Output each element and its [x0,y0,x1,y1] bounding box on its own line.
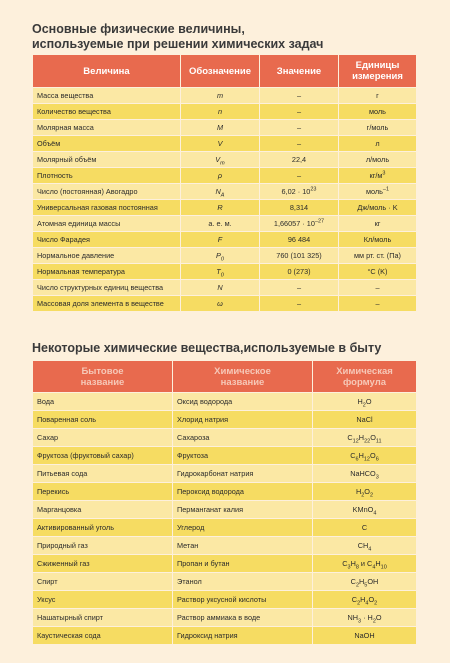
formula-part: H [360,594,366,604]
formula-subscript: 2 [372,617,376,624]
chemical-formula [313,627,416,644]
quantity-name: Атомная единица массы [33,216,180,231]
chemical-formula [313,447,416,464]
common-name: Питьевая сода [33,465,172,482]
table2-body [33,393,416,644]
symbol-text: ρ [217,170,223,180]
formula-part: NaCl [356,414,373,424]
formula-subscript: 4 [373,509,377,516]
chemical-formula [313,393,416,410]
quantity-unit [339,120,416,135]
common-name: Природный газ [33,537,172,554]
value-text: 6,02 · 10 [281,186,311,196]
formula-subscript: 11 [375,437,382,444]
value-text: – [296,90,302,100]
value-text: – [296,298,302,308]
table2-title: Некоторые химические вещества,используемые в быту [32,341,382,355]
value-text: – [296,138,302,148]
formula-part: NaHCO [350,468,376,478]
table-row [33,411,416,428]
quantity-value [260,200,338,215]
unit-text: моль [365,186,383,196]
symbol-text: V [215,154,221,164]
header-chem-line2: название [220,376,265,388]
table-row [33,200,416,215]
unit-text: л/моль [365,154,390,164]
quantity-name: Молярная масса [33,120,180,135]
table-row [33,168,416,183]
table1-title-line2: используемые при решении химических задач [32,37,324,51]
header-formula-line2: формула [342,376,387,388]
quantity-value [260,136,338,151]
formula-part: H [357,396,363,406]
table-row [33,519,416,536]
formula-part: H [358,450,364,460]
quantity-name: Число (постоянная) Авогадро [33,184,180,199]
quantity-unit [339,232,416,247]
common-name: Спирт [33,573,172,590]
chemical-name: Сахароза [173,429,312,446]
quantity-name: Число Фарадея [33,232,180,247]
quantity-name: Число структурных единиц вещества [33,280,180,295]
formula-part: H [359,576,365,586]
common-name: Фруктоза (фруктовый сахар) [33,447,172,464]
formula-subscript: 6 [355,455,359,462]
formula-part: O [368,594,375,604]
quantity-symbol [181,264,259,279]
formula-subscript: 8 [355,563,359,570]
table1-body [33,88,416,311]
quantity-unit [339,280,416,295]
formula-part: CH [357,540,369,550]
quantity-symbol [181,296,259,311]
common-name: Поваренная соль [33,411,172,428]
quantity-name: Масса вещества [33,88,180,103]
value-text: 1,66057 · 10 [273,218,315,228]
chemical-formula [313,591,416,608]
formula-part: C [350,576,356,586]
formula-part: и C [358,558,373,568]
value-text: – [296,170,302,180]
symbol-text: T [216,266,221,276]
header-common-line1: Бытовое [81,365,124,377]
header-common-name [33,361,172,392]
symbol-subscript: 0 [220,255,224,262]
formula-part: O [364,486,370,496]
formula-subscript: 10 [380,563,387,570]
common-name: Активированный уголь [33,519,172,536]
symbol-text: ω [217,298,223,308]
quantity-name: Универсальная газовая постоянная [33,200,180,215]
chemical-name: Оксид водорода [173,393,312,410]
table-row [33,184,416,199]
symbol-text: V [217,138,223,148]
table-row [33,120,416,135]
quantity-value [260,296,338,311]
symbol-text: N [215,186,221,196]
unit-text: г/моль [366,122,389,132]
formula-part: H [350,558,356,568]
quantity-value [260,120,338,135]
quantity-value [260,168,338,183]
quantity-value [260,232,338,247]
chemical-formula [313,483,416,500]
quantity-unit [339,184,416,199]
formula-subscript: 2 [355,581,360,588]
formula-subscript: 2 [357,599,361,606]
chemical-formula [313,555,416,572]
table2-header-row [33,361,416,392]
quantity-symbol [181,248,259,263]
header-symbol: Обозначение [181,55,259,87]
chemical-formula [313,537,416,554]
quantity-name: Нормальное давление [33,248,180,263]
header-units [339,55,416,87]
formula-part: C [342,558,348,568]
quantity-unit [339,264,416,279]
unit-text: г [376,90,379,100]
formula-part: NaOH [354,630,375,640]
formula-part: C [361,522,368,532]
formula-subscript: 4 [372,563,376,570]
symbol-text: m [216,90,224,100]
formula-part: H [358,432,365,442]
table-row [33,501,416,518]
table-row [33,609,416,626]
table-row [33,429,416,446]
unit-text: °С (K) [367,266,388,276]
chemical-name: Этанол [173,573,312,590]
table1-title-line1: Основные физические величины, [32,22,245,36]
formula-subscript: 6 [375,455,379,462]
quantity-symbol [181,88,259,103]
chemical-formula [313,411,416,428]
formula-subscript: 3 [347,563,351,570]
formula-part: C [347,432,353,442]
formula-subscript: 2 [374,599,378,606]
symbol-text: N [217,282,223,292]
table-row [33,296,416,311]
quantity-symbol [181,200,259,215]
quantity-unit [339,296,416,311]
quantity-value [260,280,338,295]
chemical-name: Перманганат калия [173,501,312,518]
quantity-value [260,88,338,103]
formula-part: H [375,558,381,568]
quantity-symbol [181,280,259,295]
common-name: Марганцовка [33,501,172,518]
formula-part: O [365,396,372,406]
chemical-name: Фруктоза [173,447,312,464]
quantity-name: Нормальная температура [33,264,180,279]
formula-part: H [355,486,362,496]
formula-part: O [370,432,376,442]
chemical-formula [313,429,416,446]
common-name: Сахар [33,429,172,446]
value-text: 96 484 [287,234,311,244]
chemical-name: Гидроксид натрия [173,627,312,644]
common-name: Каустическая сода [33,627,172,644]
table-row [33,537,416,554]
table-row [33,483,416,500]
table-row [33,555,416,572]
quantity-unit [339,104,416,119]
quantity-symbol [181,184,259,199]
quantity-unit [339,216,416,231]
unit-text: кг [374,218,381,228]
quantity-symbol [181,152,259,167]
quantity-symbol [181,104,259,119]
quantity-name: Количество вещества [33,104,180,119]
formula-subscript: 5 [364,581,368,588]
quantity-name: Молярный объём [33,152,180,167]
chemical-formula [313,519,416,536]
table-row [33,152,416,167]
quantity-value [260,104,338,119]
table-row [33,280,416,295]
symbol-text: F [217,234,223,244]
unit-exponent: –1 [382,186,390,193]
header-units-line2: измерения [352,71,403,82]
quantity-symbol [181,136,259,151]
quantity-name: Массовая доля элемента в веществе [33,296,180,311]
table-row [33,591,416,608]
symbol-subscript: A [220,191,225,198]
formula-part: O [370,450,376,460]
value-exponent: 23 [310,186,317,193]
symbol-text: R [217,202,223,212]
value-text: 8,314 [289,202,309,212]
header-value: Значение [260,55,338,87]
common-name: Перекись [33,483,172,500]
table-row [33,232,416,247]
header-common-line2: название [80,376,125,388]
unit-text: мм рт. ст. (Па) [354,250,401,260]
formula-part: NH [347,612,358,622]
table-row [33,88,416,103]
chemical-name: Пероксид водорода [173,483,312,500]
quantity-name: Плотность [33,168,180,183]
header-chem-line1: Химическое [214,365,271,377]
unit-text: Кл/моль [363,234,392,244]
header-chemical-name [173,361,312,392]
unit-text: – [375,298,380,308]
chemical-name: Метан [173,537,312,554]
formula-subscript: 4 [365,599,369,606]
quantity-symbol [181,216,259,231]
formula-subscript: 2 [362,401,366,408]
table-row [33,447,416,464]
quantity-unit [339,248,416,263]
common-name: Вода [33,393,172,410]
value-text: – [296,282,302,292]
symbol-text: M [216,122,224,132]
formula-part: C [350,450,356,460]
formula-part: OH [367,576,379,586]
quantity-unit [339,152,416,167]
table-row [33,393,416,410]
chemical-name: Углерод [173,519,312,536]
household-chemicals-table [32,360,417,645]
table-row [33,136,416,151]
unit-exponent: 3 [382,170,386,177]
quantity-value [260,248,338,263]
value-text: – [296,106,302,116]
table-row [33,248,416,263]
unit-text: моль [369,106,386,116]
quantity-unit [339,136,416,151]
quantity-value [260,264,338,279]
quantity-value [260,184,338,199]
table-row [33,264,416,279]
chemical-formula [313,609,416,626]
value-text: 760 (101 325) [276,250,322,260]
value-text: – [296,122,302,132]
value-text: 0 (273) [287,266,311,276]
symbol-text: а. е. м. [208,218,232,228]
chemical-name: Пропан и бутан [173,555,312,572]
symbol-text: P [216,250,221,260]
table-row [33,104,416,119]
formula-part: · H [361,612,373,622]
chemical-name: Раствор уксусной кислоты [173,591,312,608]
table-row [33,216,416,231]
formula-part: KMnO [352,504,374,514]
chemical-formula [313,501,416,518]
formula-subscript: 12 [363,455,370,462]
table1-title [32,22,323,52]
value-exponent: –27 [314,218,325,225]
symbol-text: n [217,106,223,116]
formula-subscript: 3 [357,617,362,624]
unit-text: л [375,138,380,148]
unit-text: кг/м [369,170,383,180]
quantity-unit [339,200,416,215]
quantity-symbol [181,232,259,247]
common-name: Сжиженный газ [33,555,172,572]
unit-text: – [375,282,380,292]
header-quantity: Величина [33,55,180,87]
symbol-subscript: m [220,159,225,166]
chemical-name: Хлорид натрия [173,411,312,428]
quantity-name: Объём [33,136,180,151]
quantity-value [260,152,338,167]
formula-subscript: 12 [352,437,359,444]
chemical-formula [313,465,416,482]
quantity-symbol [181,120,259,135]
symbol-subscript: 0 [220,271,224,278]
formula-subscript: 22 [364,437,371,444]
chemical-formula [313,573,416,590]
physical-quantities-table [32,54,417,312]
common-name: Уксус [33,591,172,608]
common-name: Нашатырный спирт [33,609,172,626]
quantity-symbol [181,168,259,183]
table-row [33,573,416,590]
chemical-name: Гидрокарбонат натрия [173,465,312,482]
header-units-line1: Единицы [355,60,400,71]
table-row [33,627,416,644]
table1-header-row [33,55,416,87]
unit-text: Дж/моль · K [357,202,398,212]
header-formula [313,361,416,392]
quantity-unit [339,88,416,103]
table-row [33,465,416,482]
header-formula-line1: Химическая [336,365,393,377]
value-text: 22,4 [291,154,307,164]
quantity-value [260,216,338,231]
chemical-name: Раствор аммиака в воде [173,609,312,626]
formula-subscript: 2 [369,491,374,498]
formula-subscript: 2 [361,491,365,498]
formula-part: C [351,594,358,604]
quantity-unit [339,168,416,183]
formula-subscript: 3 [375,473,379,480]
formula-subscript: 4 [368,545,372,552]
formula-part: O [375,612,382,622]
